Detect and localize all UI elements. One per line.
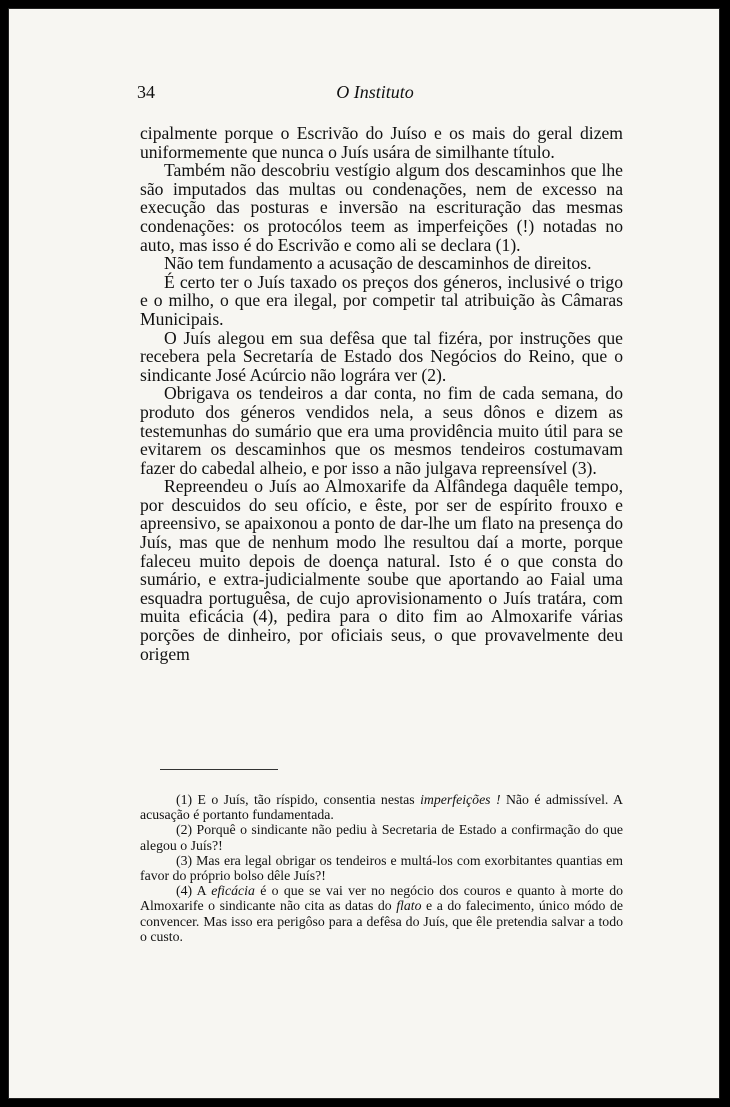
footnote-divider: [160, 769, 278, 770]
paragraph: O Juís alegou em sua defêsa que tal fizéra, por instruções que recebera pela Secretaría de Estado dos Negócios do Reino, que o sindicante José Acúrcio não lográra ver (2).: [140, 327, 623, 385]
page-header: [137, 82, 613, 106]
paragraph: É certo ter o Juís taxado os preços dos géneros, inclusivé o trigo e o milho, o que era ilegal, por competir tal atribuição às Câmaras Municipais.: [140, 271, 623, 329]
paragraph: Obrigava os tendeiros a dar conta, no fim de cada semana, do produto dos géneros vendidos nela, a seus dônos e dizem as testemunhas do sumário que era uma providência muito útil para se evitarem os descaminhos que os mesmos tendeiros costumavam fazer do cabedal alheio, e por isso a não julgava repreensível (3).: [140, 383, 623, 478]
paragraph: Não tem fundamento a acusação de descaminhos de direitos.: [164, 253, 592, 274]
footnote-1: (1) E o Juís, tão ríspido, consentia nestas imperfeições ! Não é admissível. A acusação é portanto fundamentada.: [140, 792, 623, 823]
paragraph: Repreendeu o Juís ao Almoxarife da Alfândega daquêle tempo, por descuidos do seu ofício, e êste, por ser de espírito frouxo e apreensivo, se apaixonou a ponto de dar-lhe um flato na presença do Juís, mas que de nenhum modo lhe resultou daí a morte, porque faleceu muito depois de doença natural. Isto é o que consta do sumário, e extra-judicialmente soube que aportando ao Faial uma esquadra portuguêsa, de cujo aprovisionamento o Juís tratára, com muita eficácia (4), pedira para o dito fim ao Almoxarife várias porções de dinheiro, por oficiais seus, o que provavelmente deu origem: [140, 476, 623, 664]
paragraph: Também não descobriu vestígio algum dos descaminhos que lhe são imputados das multas ou condenações, nem de excesso na execução das posturas e inversão na escrituração das mesmas condenações: os protocólos teem as imperfeições (!) notadas no auto, mas isso é do Escrivão e como ali se declara (1).: [140, 160, 623, 255]
footnote-2: (2) Porquê o sindicante não pediu à Secretaria de Estado a confirmação do que alegou o Juís?!: [140, 822, 623, 853]
paragraph: cipalmente porque o Escrivão do Juíso e os mais do geral dizem uniformemente que nunca o Juís usára de similhante título.: [140, 123, 623, 162]
page-number: 34: [137, 82, 155, 102]
footnote-4: (4) A eficácia é o que se vai ver no negócio dos couros e quanto à morte do Almoxarife o sindicante não cita as datas do flato e a do falecimento, único módo de convencer. Mas isso era perigôso para a defêsa do Juís, que êle pretendia salvar a todo o custo.: [140, 883, 623, 944]
footnote-3: (3) Mas era legal obrigar os tendeiros e multá-los com exorbitantes quantias em favor do próprio bolso dêle Juís?!: [140, 852, 623, 884]
footnotes: [140, 792, 623, 944]
body-text: [140, 124, 623, 663]
running-title: O Instituto: [336, 82, 414, 102]
